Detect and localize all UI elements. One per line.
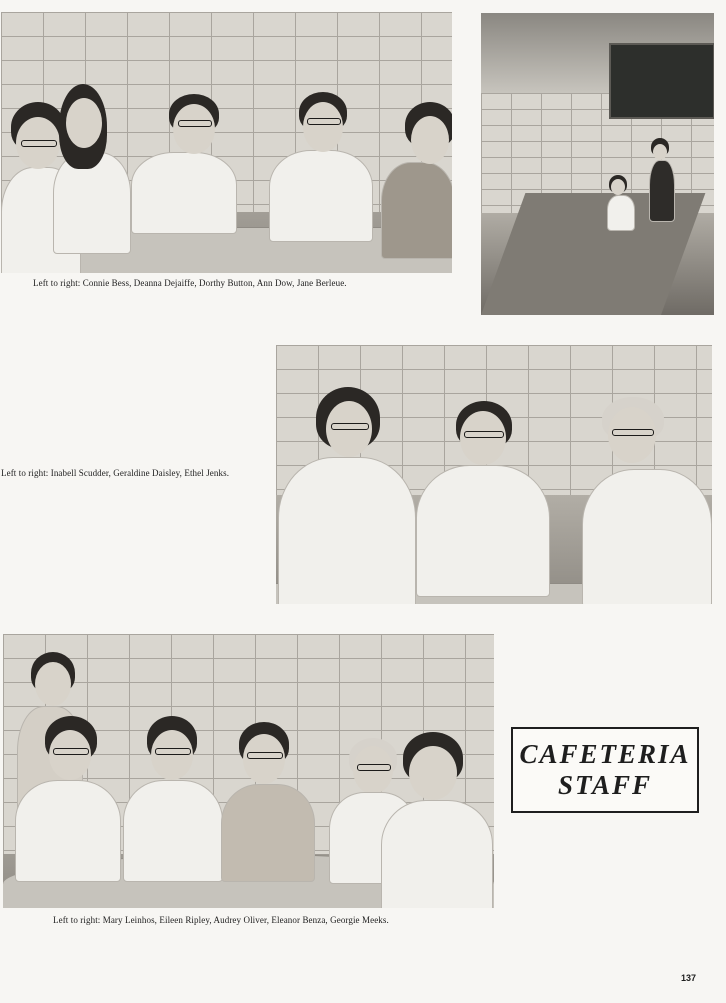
- title-line-1: CAFETERIA: [519, 739, 691, 769]
- serving-line-photo: [481, 13, 714, 315]
- page-number: 137: [681, 973, 697, 983]
- section-title-box: [511, 727, 699, 813]
- caption-photo-three: Left to right: Mary Leinhos, Eileen Ripley, Audrey Oliver, Eleanor Benza, Georgie Meeks.: [53, 915, 389, 925]
- chalkboard: [609, 43, 714, 119]
- group-photo-one: [1, 12, 452, 273]
- group-photo-three: [3, 634, 494, 908]
- caption-photo-two: Left to right: Inabell Scudder, Geraldine Daisley, Ethel Jenks.: [1, 468, 230, 478]
- caption-photo-one: Left to right: Connie Bess, Deanna Dejaiffe, Dorthy Button, Ann Dow, Jane Berleue.: [33, 278, 347, 288]
- group-photo-two: [276, 345, 712, 604]
- title-line-2: STAFF: [557, 770, 653, 800]
